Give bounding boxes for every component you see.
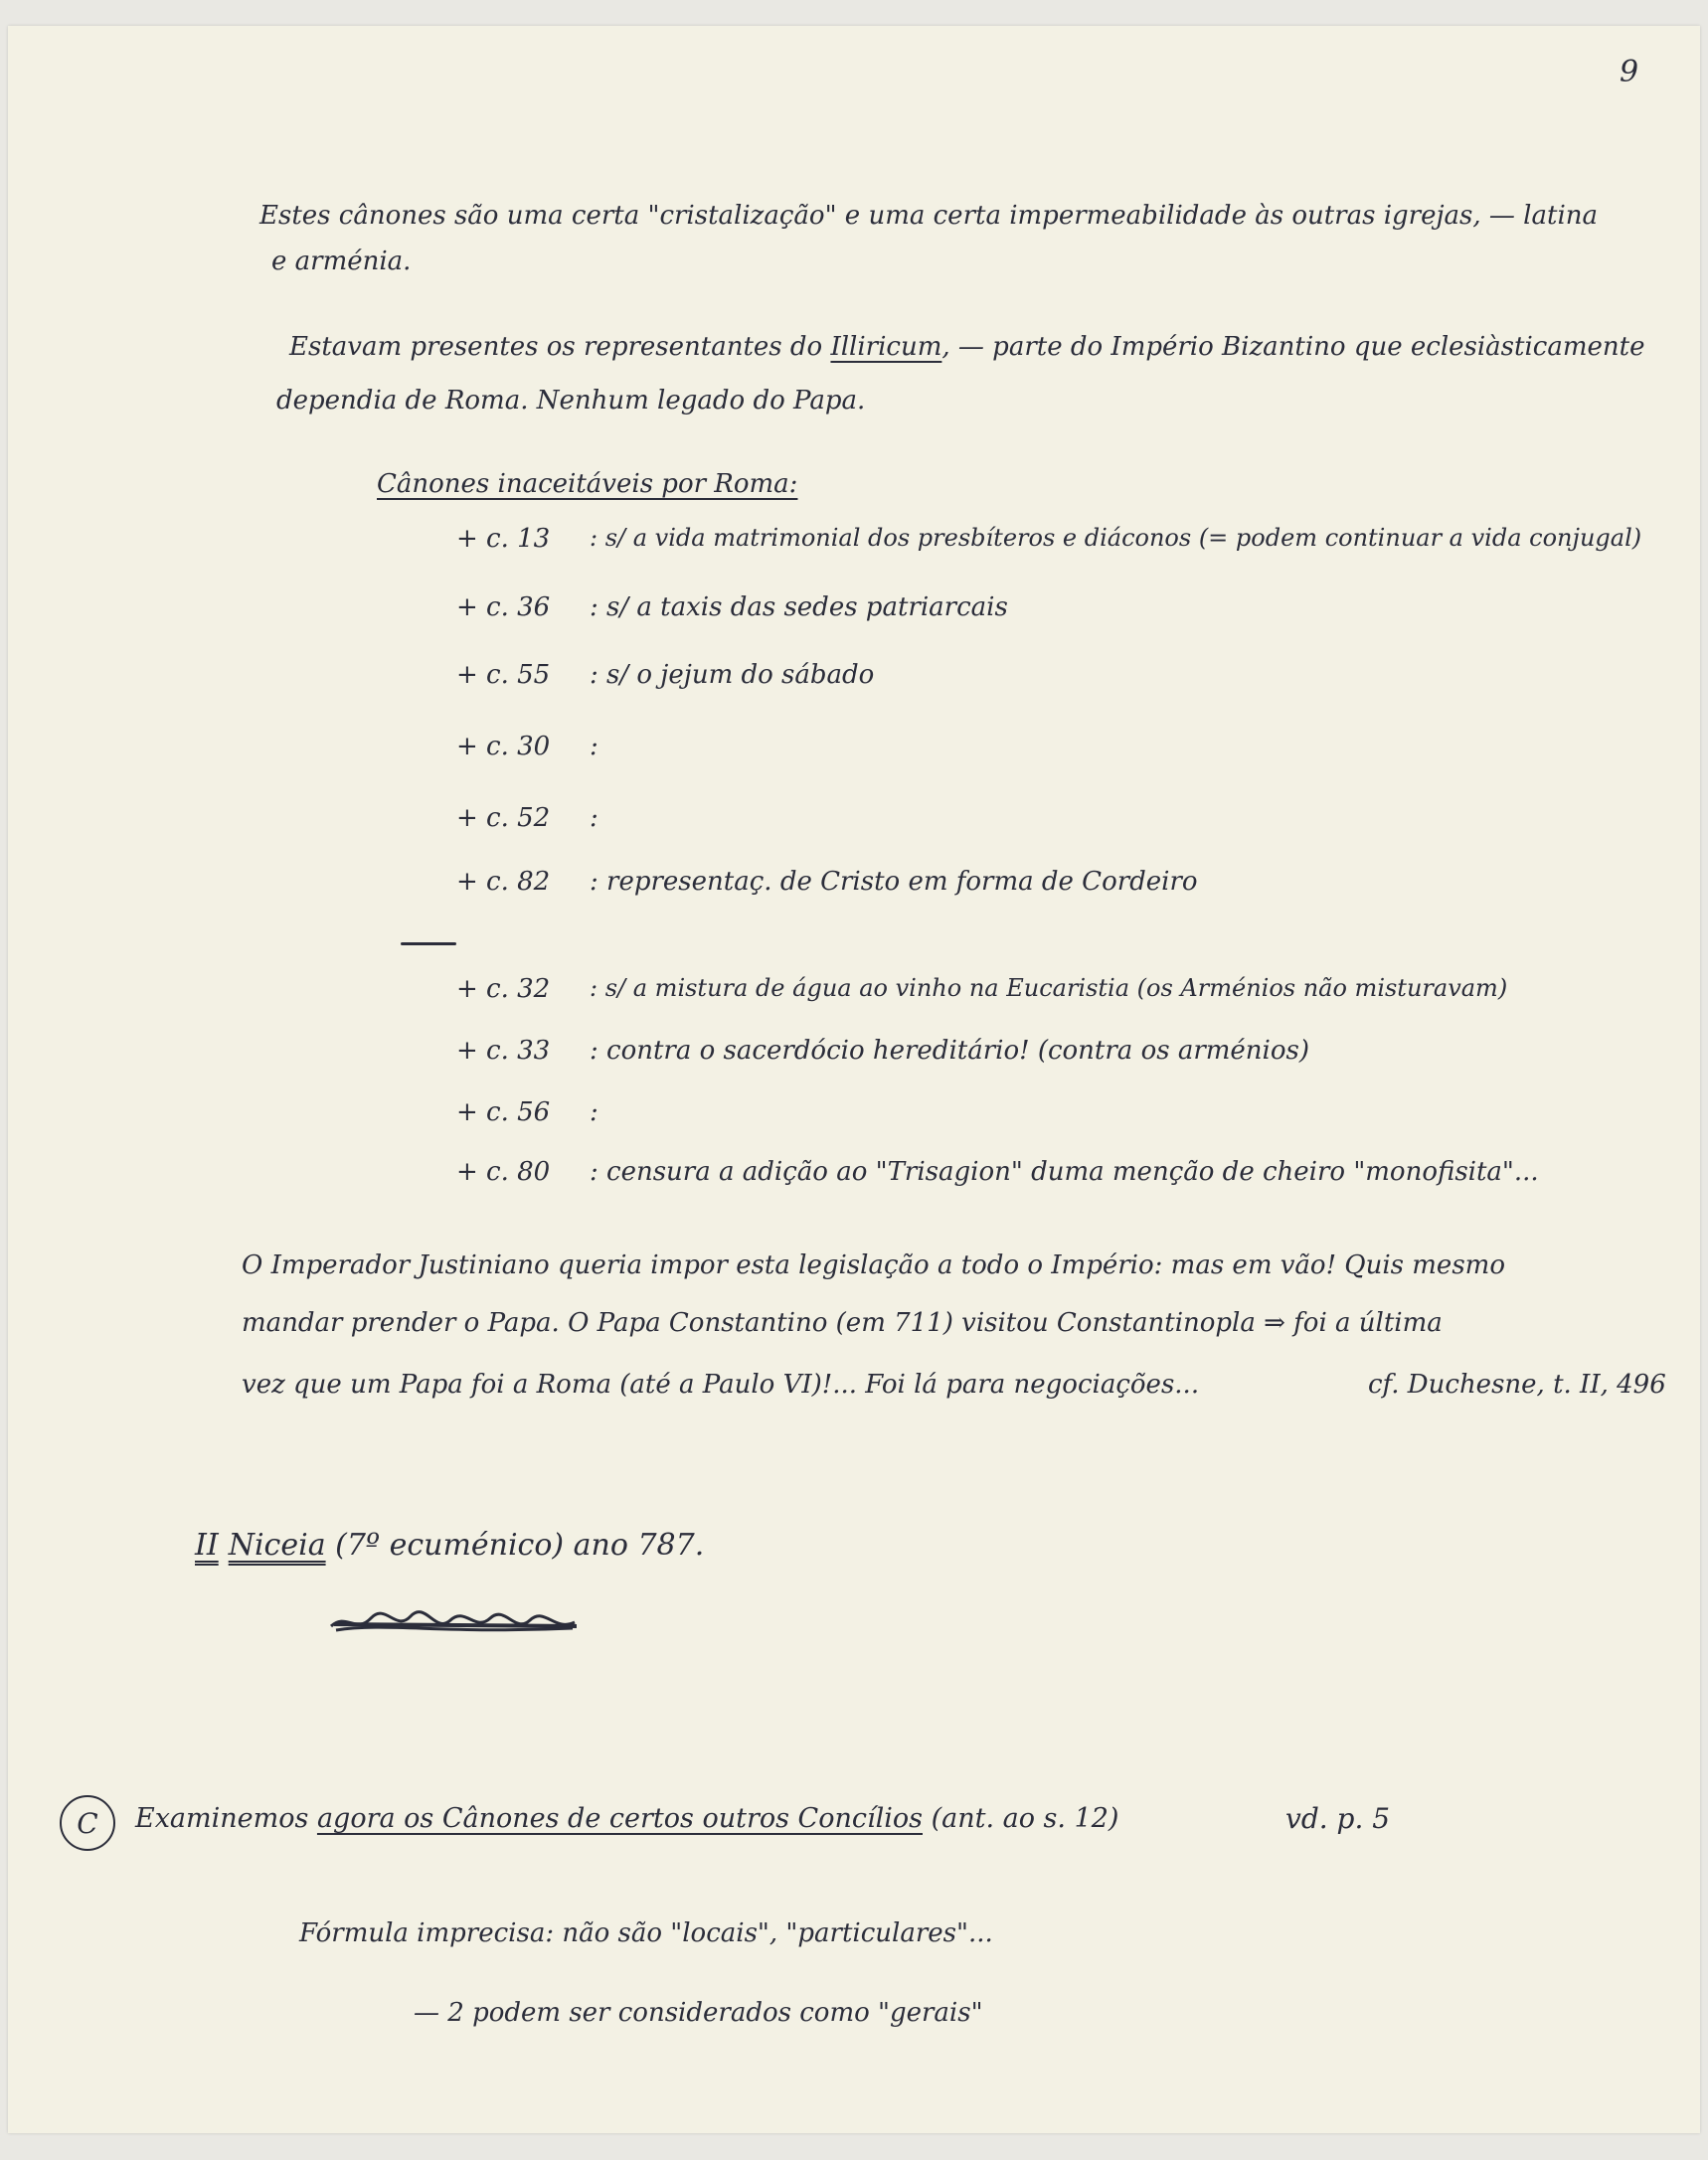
canon-num: + c. 52	[456, 803, 551, 833]
canon-text: : contra o sacerdócio hereditário! (contra os arménios)	[590, 1036, 1310, 1066]
formula-line: Fórmula imprecisa: não são "locais", "particulares"...	[299, 1918, 993, 1948]
paragraph2-line1	[289, 334, 1644, 360]
canon-num: + c. 30	[456, 732, 551, 761]
canon-num: + c. 56	[456, 1097, 551, 1127]
crossed-out-scribble	[326, 1604, 585, 1644]
section2-heading	[195, 1528, 705, 1563]
paragraph3-line1: O Imperador Justiniano queria impor esta legislação a todo o Império: mas em vão! Quis mesmo	[242, 1250, 1505, 1280]
canon-num: + c. 33	[456, 1036, 551, 1066]
canon-num: + c. 36	[456, 592, 551, 622]
paragraph2-line1-start: Estavam presentes os representantes do	[289, 332, 831, 362]
canon-num: + c. 32	[456, 974, 551, 1004]
duchesne-citation: cf. Duchesne, t. II, 496	[1368, 1370, 1666, 1400]
paragraph3-line3: vez que um Papa foi a Roma (até a Paulo VI)!... Foi lá para negociações...	[242, 1370, 1200, 1400]
section2-title: Niceia	[228, 1528, 326, 1563]
section-c-text-end: (ant. ao s. 12)	[923, 1803, 1119, 1834]
illyricum-word: Illiricum	[830, 332, 942, 362]
canon-text: : s/ o jejum do sábado	[590, 660, 875, 690]
section-c-reference: vd. p. 5	[1285, 1802, 1391, 1835]
paragraph1-line1: Estes cânones são uma certa "cristalização" e uma certa impermeabilidade às outras igrejas, — latina	[259, 201, 1599, 231]
canon-num: + c. 80	[456, 1157, 551, 1187]
canon-text: :	[590, 1097, 598, 1127]
section-c-line	[135, 1805, 1118, 1832]
canon-text: : representaç. de Cristo em forma de Cordeiro	[590, 867, 1198, 897]
paragraph2-line1-end: , — parte do Império Bizantino que eclesiàsticamente	[941, 332, 1645, 362]
page-number: 9	[1620, 55, 1639, 89]
section-c-underlined: agora os Cânones de certos outros Concílios	[316, 1803, 923, 1834]
canon-num: + c. 55	[456, 660, 551, 690]
paragraph3-line2: mandar prender o Papa. O Papa Constantino (em 711) visitou Constantinopla ⇒ foi a última	[242, 1308, 1443, 1338]
canons-heading: Cânones inaceitáveis por Roma:	[377, 469, 798, 499]
section2-rest: (7º ecuménico) ano 787.	[325, 1528, 705, 1563]
separator-dash	[401, 942, 456, 945]
canon-text: : s/ a mistura de água ao vinho na Eucaristia (os Arménios não misturavam)	[590, 974, 1508, 1002]
paragraph1-line2: e arménia.	[271, 247, 412, 276]
paragraph2-line2: dependia de Roma. Nenhum legado do Papa.	[276, 386, 866, 415]
canon-num: + c. 82	[456, 867, 551, 897]
canon-text: : s/ a vida matrimonial dos presbíteros e diáconos (= podem continuar a vida conjugal)	[590, 524, 1642, 552]
section2-numeral: II	[195, 1528, 219, 1563]
considered-line: — 2 podem ser considerados como "gerais"	[414, 1998, 983, 2028]
canon-num: + c. 13	[456, 524, 551, 554]
section-c-letter: C	[77, 1806, 98, 1840]
canon-text: : censura a adição ao "Trisagion" duma menção de cheiro "monofisita"...	[590, 1157, 1539, 1187]
canon-text: :	[590, 803, 598, 833]
canon-text: : s/ a taxis das sedes patriarcais	[590, 592, 1008, 622]
manuscript-page	[8, 26, 1700, 2133]
section-c-text-start: Examinemos	[135, 1803, 317, 1834]
section-c-marker	[60, 1795, 115, 1851]
canon-text: :	[590, 732, 598, 761]
